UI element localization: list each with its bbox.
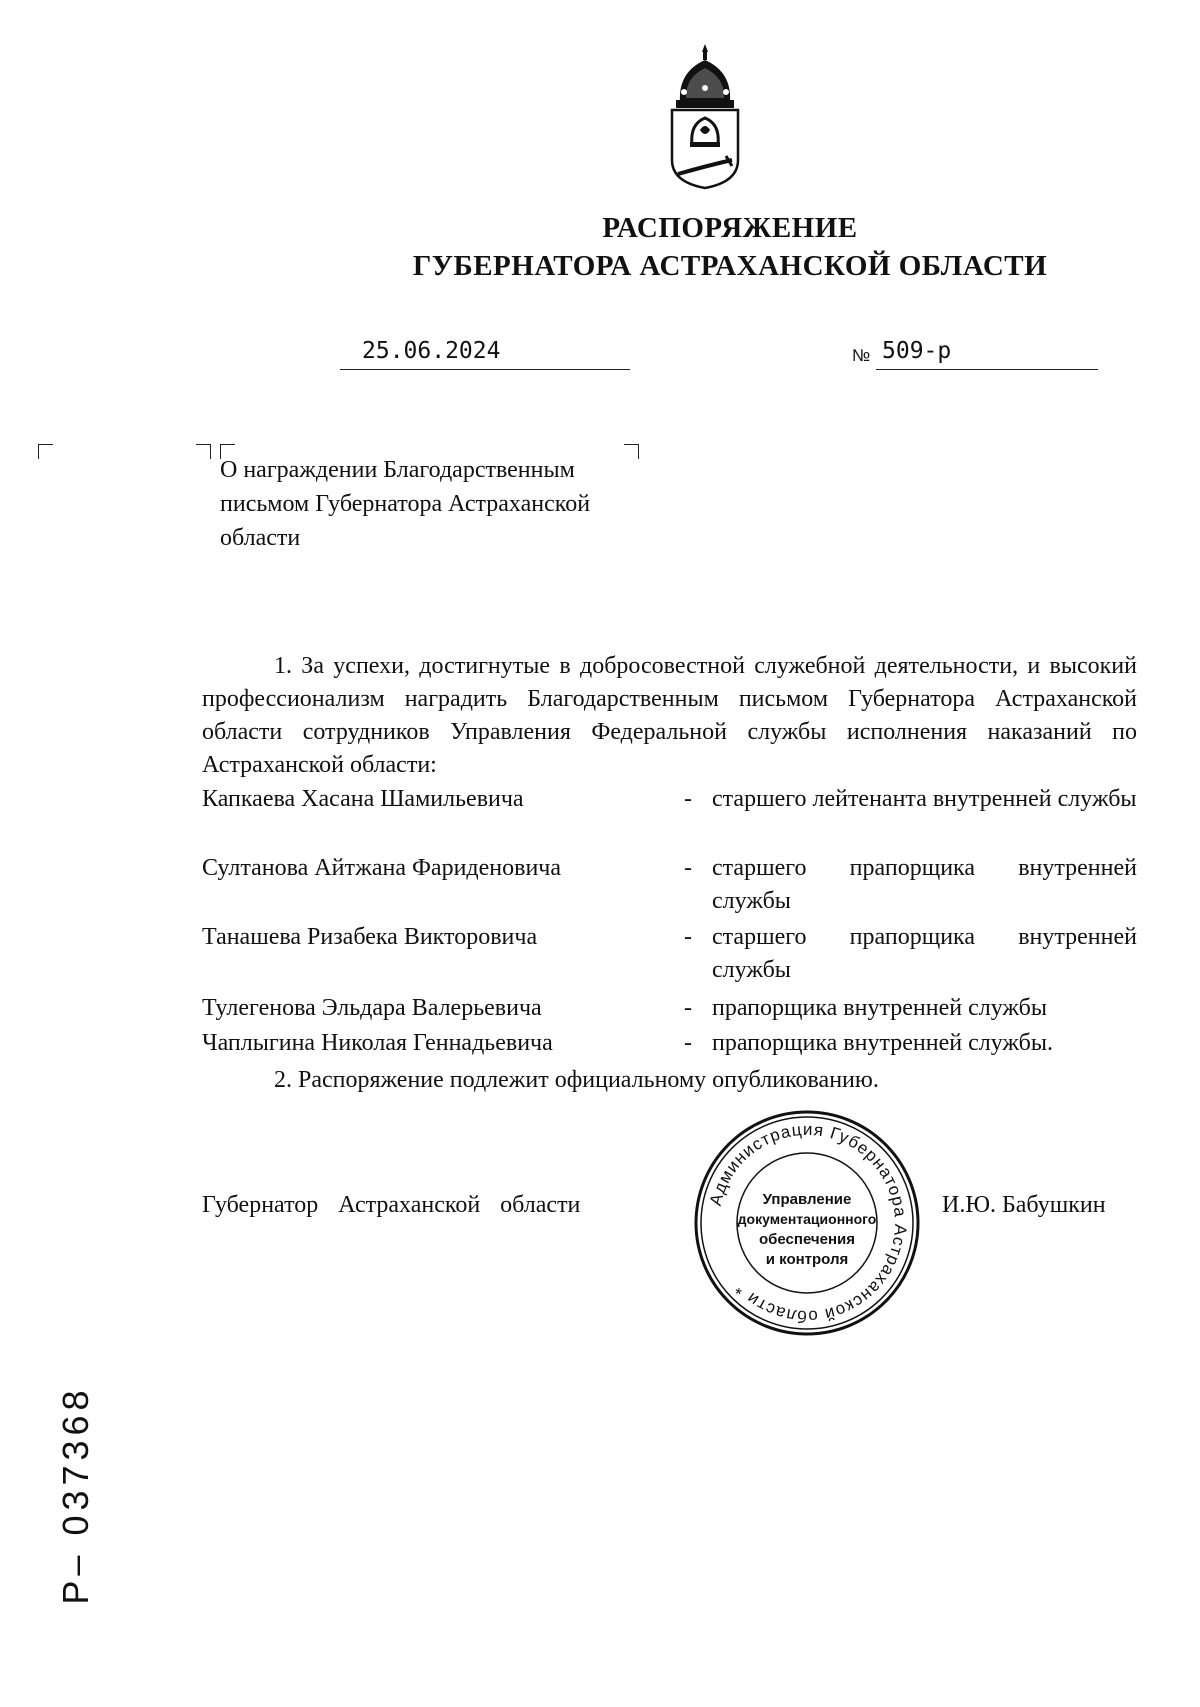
awardee-dash: - [684,995,692,1021]
awardee-rank: прапорщика внутренней службы. [712,1030,1054,1056]
awardee-dash: - [684,1030,692,1056]
awardee-rank: старшего лейтенанта внутренней службы [712,786,1137,812]
awardee-name: Танашева Ризабека Викторовича [202,924,538,950]
official-stamp [692,1108,922,1338]
awardee-name: Чаплыгина Николая Геннадьевича [202,1030,553,1056]
margin-corner-mark [38,444,53,459]
document-type-title: РАСПОРЯЖЕНИЕ [602,212,858,244]
awardee-dash: - [684,924,692,950]
registration-number-text: Р– 037368 [55,1385,96,1605]
signatory-position: Губернатор Астраханской области [202,1192,581,1218]
paragraph-1: 1. За успехи, достигнутые в добросовестной служебной деятельности, и высокий профессионализм наградить Благодарственным письмом Губернатора Астраханской области сотрудников Управления Федеральной службы исполнения наказаний по Астраханской области: [202,653,1137,778]
stamp-center-line: Управление [762,1191,852,1208]
coat-of-arms-icon [666,42,744,190]
subject-corner-mark [196,444,211,459]
stamp-center-line: и контроля [765,1251,849,1268]
document-number: 509-р [876,338,1098,370]
registration-number [16,1380,136,1610]
document-date: 25.06.2024 [340,338,630,370]
issuer-title: ГУБЕРНАТОРА АСТРАХАНСКОЙ ОБЛАСТИ [412,250,1048,282]
document-subject: О награждении Благодарственным письмом Губернатора Астраханской области [220,457,591,551]
awardee-name: Капкаева Хасана Шамильевича [202,786,524,812]
awardee-dash: - [684,786,692,812]
awardee-rank: старшего прапорщика внутренней службы [712,855,1137,914]
stamp-ring-text: Администрация Губернатора Астраханской области * [705,1119,911,1327]
stamp-center-line: обеспечения [758,1231,856,1248]
awardee-name: Султанова Айтжана Фариденовича [202,855,562,881]
awardee-name: Тулегенова Эльдара Валерьевича [202,995,542,1021]
awardee-rank: прапорщика внутренней службы [712,995,1048,1021]
signatory-name: И.Ю. Бабушкин [942,1192,1106,1218]
paragraph-2: 2. Распоряжение подлежит официальному опубликованию. [274,1067,879,1093]
awardee-rank: старшего прапорщика внутренней службы [712,924,1137,983]
number-label: № [852,346,871,365]
stamp-center-line: документационного [737,1211,877,1227]
awardee-dash: - [684,855,692,881]
